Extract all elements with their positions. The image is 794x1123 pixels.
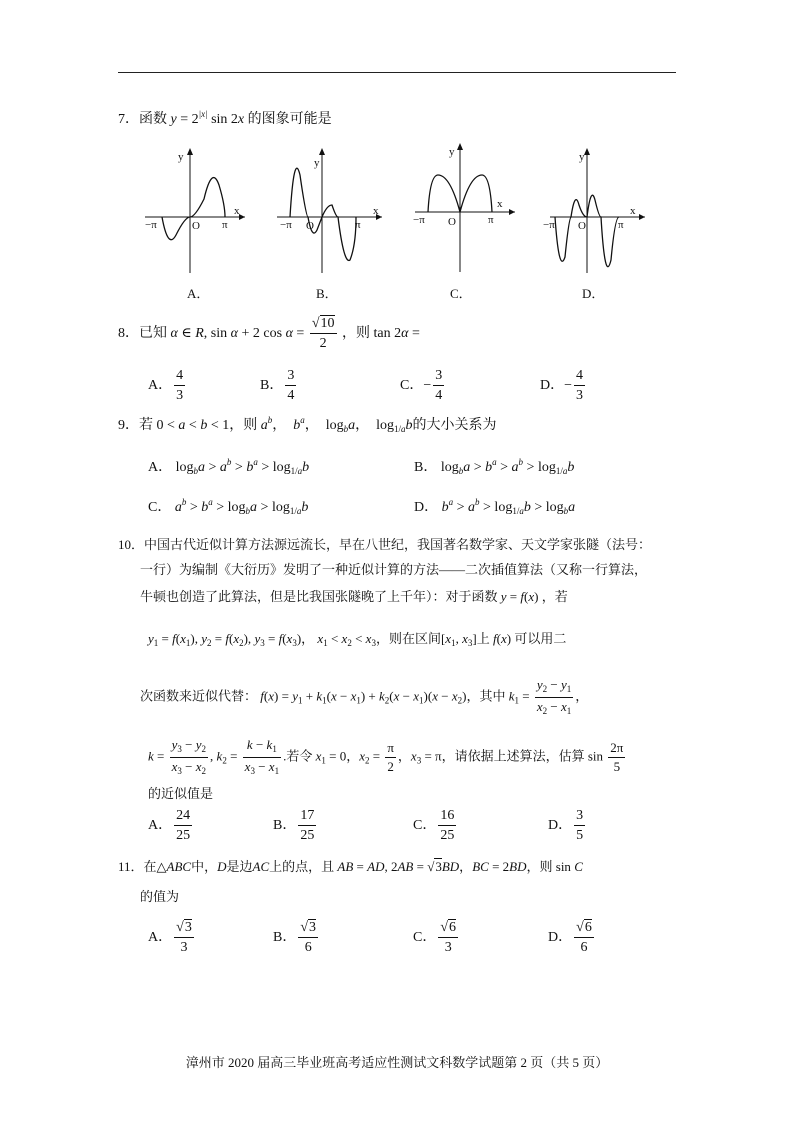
- question-7-stem: 7．函数 $y = 2^{|x|}$ sin 2x 的图象可能是: [118, 109, 332, 127]
- graph-a-origin: O: [192, 220, 200, 232]
- q9-option-b: B． $\log_ba > b^a > a^b > \log_{1/a}b$: [414, 457, 575, 476]
- graph-c-origin: O: [448, 216, 456, 228]
- q7-option-c: C．: [450, 286, 472, 301]
- q11-option-a: A． $\frac{√3}{3}$: [148, 920, 192, 956]
- page-footer: 漳州市 2020 届高三毕业班高考适应性测试文科数学试题第 2 页（共 5 页）: [185, 1055, 609, 1070]
- graph-d-x-label: x: [630, 205, 636, 217]
- q7-formula: y: [170, 112, 177, 127]
- graph-a-y-label: y: [178, 151, 184, 163]
- q10-line-5: 次函数来近似代替： $f(x) = y_1 + k_1(x - x_1) + k_2(x - x_1)(x - x_2)$，其中 $k_1$ = $\frac{y_2 - y_1}{x_2 - x_1}$ ，: [140, 677, 589, 716]
- question-9-stem: 9．若 0 < a < b < 1，则 $a^b$， $b^a$， $\log_ba$， $\log_{1/a}b$的大小关系为: [118, 415, 497, 434]
- q11-option-b: B． $\frac{√3}{6}$: [273, 920, 317, 956]
- q8-option-d: D．− $\frac{4}{3}$: [540, 368, 584, 404]
- q10-line-2: 一行）为编制《大衍历》发明了一种近似计算的方法——二次插值算法（又称一行算法，: [140, 562, 648, 577]
- graph-a-x-label: x: [234, 205, 240, 217]
- q9-option-d: D． $b^a > a^b > \log_{1/a}b > \log_ba$: [414, 497, 576, 516]
- q10-line-7: 的近似值是: [148, 786, 214, 801]
- q10-line-6: k = $\frac{y_3 - y_2}{x_3 - x_2}$ , $k_2$ = $\frac{k - k_1}{x_3 - x_1}$ .若令 $x_1 = 0$，$x_2$ = $\frac{\pi}{2}$ ，$x_3 = \pi$，请依据上述算法，估算 sin $\frac{2\pi}{5}$: [148, 737, 624, 776]
- graph-b-y-label: y: [314, 157, 320, 169]
- graph-a-neg-pi: −π: [145, 219, 157, 231]
- graph-a-pi: π: [222, 219, 228, 231]
- q10-line-3: 牛顿也创造了此算法，但是比我国张隧晚了上千年）：对于函数 y = f(x) ，若: [140, 589, 568, 604]
- header-rule: [118, 72, 676, 73]
- q10-line-4: $y_1 = f(x_1)$, $y_2 = f(x_2)$, $y_3 = f(x_3)$， $x_1 < x_2 < x_3$，则在区间[$x_1$, $x_3$]上 f(x) 可以用二: [148, 631, 567, 648]
- q10-line-1: 10．中国古代近似计算方法源远流长，早在八世纪，我国著名数学家、天文学家张隧（法号：: [118, 537, 652, 552]
- q8-prefix: 8．已知: [118, 326, 167, 342]
- graph-b-neg-pi: −π: [280, 219, 292, 231]
- graph-b-pi: π: [355, 219, 361, 231]
- q8-middle: ，则: [342, 326, 371, 342]
- q10-option-a: A． $\frac{24}{25}$: [148, 808, 191, 844]
- graph-d-origin: O: [578, 220, 586, 232]
- graph-c-neg-pi: −π: [413, 214, 425, 226]
- q10-option-d: D． $\frac{3}{5}$: [548, 808, 584, 844]
- q11-option-d: D． $\frac{√6}{6}$: [548, 920, 592, 956]
- graph-b-x-label: x: [373, 205, 379, 217]
- graph-c-y-label: y: [449, 146, 455, 158]
- q8-option-c: C．− $\frac{3}{4}$: [400, 368, 443, 404]
- question-8-stem: 8．已知 α ∈ R, sin α + 2 cos α = $\frac{√10}{2}$ ，则 tan 2α =: [118, 316, 420, 352]
- q7-option-a: A．: [187, 286, 210, 301]
- q10-option-c: C． $\frac{16}{25}$: [413, 808, 455, 844]
- q8-option-b: B． $\frac{3}{4}$: [260, 368, 295, 404]
- q9-option-c: C． $a^b > b^a > \log_ba > \log_{1/a}b$: [148, 497, 309, 516]
- question-11-stem: 11．在△ABC中，D是边AC上的点，且 AB = AD, 2AB = √3BD，BC = 2BD，则 sin C: [118, 859, 583, 874]
- q11-line-2: 的值为: [140, 889, 180, 904]
- graph-d-y-label: y: [579, 151, 585, 163]
- graph-c-x-label: x: [497, 198, 503, 210]
- graph-b-origin: O: [306, 220, 314, 232]
- q8-option-a: A． $\frac{4}{3}$: [148, 368, 184, 404]
- q10-option-b: B． $\frac{17}{25}$: [273, 808, 315, 844]
- q9-prefix: 9．若: [118, 418, 153, 433]
- q11-option-c: C． $\frac{√6}{3}$: [413, 920, 457, 956]
- graph-c: [410, 140, 520, 275]
- q7-option-b: B．: [316, 286, 338, 301]
- graph-d-neg-pi: −π: [543, 219, 555, 231]
- q7-suffix: 的图象可能是: [247, 112, 332, 127]
- graph-d-pi: π: [618, 219, 624, 231]
- q7-prefix: 7．函数: [118, 112, 167, 127]
- graph-c-pi: π: [488, 214, 494, 226]
- q9-option-a: A． $\log_ba > a^b > b^a > \log_{1/a}b$: [148, 457, 310, 476]
- q7-option-d: D．: [582, 286, 605, 301]
- graph-b: [272, 145, 387, 275]
